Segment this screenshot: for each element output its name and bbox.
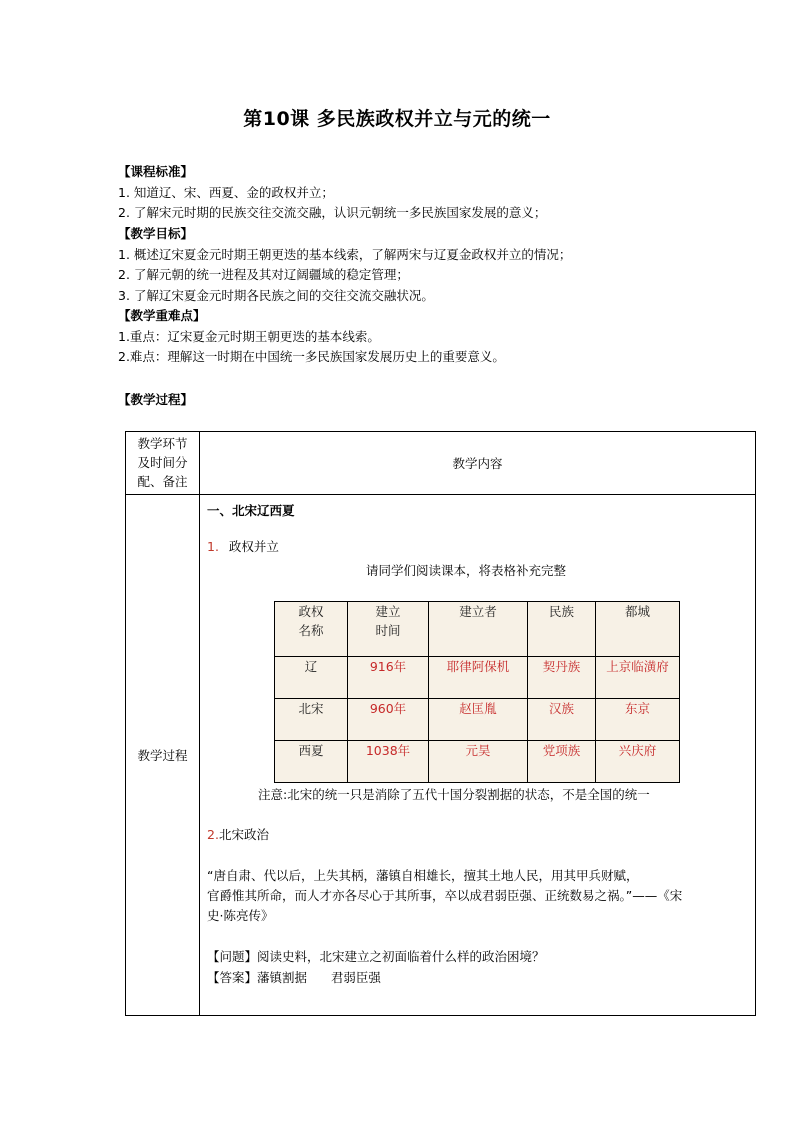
regime-row bbox=[275, 657, 680, 699]
regime-year-cell: 960年 bbox=[348, 699, 429, 741]
subsection-heading bbox=[207, 537, 279, 555]
subsection-title: 政权并立 bbox=[228, 539, 279, 554]
answer-text: 【答案】藩镇割据 君弱臣强 bbox=[207, 970, 381, 985]
key-point-item: 2.难点：理解这一时期在中国统一多民族国家发展历史上的重要意义。 bbox=[118, 349, 505, 364]
header-line: 建立 bbox=[375, 604, 401, 619]
page-title: 第10课 多民族政权并立与元的统一 bbox=[243, 108, 551, 130]
stage-header-line: 及时间分 bbox=[137, 455, 188, 470]
regime-capital-cell: 东京 bbox=[596, 699, 680, 741]
regime-name-cell: 辽 bbox=[275, 657, 348, 699]
regime-ethnic-cell: 党项族 bbox=[528, 741, 596, 783]
regime-name-cell: 西夏 bbox=[275, 741, 348, 783]
regime-header-cell: 民族 bbox=[528, 602, 596, 657]
key-points-section bbox=[118, 306, 505, 368]
regime-header-cell bbox=[275, 602, 348, 657]
regime-name-cell: 北宋 bbox=[275, 699, 348, 741]
question-text: 【问题】阅读史料，北宋建立之初面临着什么样的政治困境？ bbox=[207, 949, 545, 964]
instruction-text: 请同学们阅读课本，将表格补充完整 bbox=[366, 563, 567, 578]
key-point-item: 1.重点：辽宋夏金元时期王朝更迭的基本线索。 bbox=[118, 328, 380, 344]
standard-item: 2. 了解宋元时期的民族交往交流交融，认识元朝统一多民族国家发展的意义； bbox=[118, 205, 547, 220]
quote-line: “唐自肃、代以后，上失其柄，藩镇自相雄长，擅其土地人民，用其甲兵财赋， bbox=[207, 868, 639, 883]
subsection-number: 1. bbox=[207, 539, 219, 554]
regime-year-cell: 916年 bbox=[348, 657, 429, 699]
quote-line: 史·陈亮传》 bbox=[207, 908, 274, 923]
regime-header-cell bbox=[348, 602, 429, 657]
regime-header-cell: 都城 bbox=[596, 602, 680, 657]
regime-founder-cell: 耶律阿保机 bbox=[429, 657, 528, 699]
regime-ethnic-cell: 汉族 bbox=[528, 699, 596, 741]
course-standards-heading: 【课程标准】 bbox=[118, 164, 194, 179]
regime-founder-cell: 元昊 bbox=[429, 741, 528, 783]
section-title: 一、北宋辽西夏 bbox=[207, 503, 295, 518]
regime-ethnic-cell: 契丹族 bbox=[528, 657, 596, 699]
header-line: 名称 bbox=[298, 623, 324, 638]
subsection-title: 北宋政治 bbox=[218, 827, 269, 842]
regime-header-row bbox=[275, 602, 680, 657]
content-cell bbox=[200, 495, 756, 1016]
teaching-goals-heading: 【教学目标】 bbox=[118, 226, 194, 241]
subsection-number: 2. bbox=[207, 827, 219, 842]
goal-item: 3. 了解辽宋夏金元时期各民族之间的交往交流交融状况。 bbox=[118, 287, 434, 303]
lesson-table bbox=[125, 431, 756, 1016]
regime-capital-cell: 兴庆府 bbox=[596, 741, 680, 783]
stage-header-line: 教学环节 bbox=[137, 436, 188, 451]
regime-header-cell: 建立者 bbox=[429, 602, 528, 657]
quote-line: 官爵惟其所命，而人才亦各尽心于其所事，卒以成君弱臣强、正统数易之祸。”——《宋 bbox=[207, 888, 683, 903]
header-line: 政权 bbox=[298, 604, 324, 619]
standard-item: 1. 知道辽、宋、西夏、金的政权并立； bbox=[118, 184, 334, 200]
subsection-heading bbox=[207, 825, 269, 843]
header-line: 时间 bbox=[375, 623, 401, 638]
regime-table bbox=[274, 601, 680, 783]
stage-label-cell: 教学过程 bbox=[126, 495, 200, 1016]
key-points-heading: 【教学重难点】 bbox=[118, 308, 206, 323]
regime-capital-cell: 上京临潢府 bbox=[596, 657, 680, 699]
goal-item: 1. 概述辽宋夏金元时期王朝更迭的基本线索，了解两宋与辽夏金政权并立的情况； bbox=[118, 246, 572, 262]
regime-year-cell: 1038年 bbox=[348, 741, 429, 783]
teaching-process-heading: 【教学过程】 bbox=[118, 392, 194, 407]
stage-header-line: 配、备注 bbox=[137, 474, 188, 489]
regime-row bbox=[275, 699, 680, 741]
note-text: 注意:北宋的统一只是消除了五代十国分裂割据的状态，不是全国的统一 bbox=[258, 787, 650, 802]
stage-header-cell bbox=[126, 432, 200, 495]
content-header-cell: 教学内容 bbox=[200, 432, 756, 495]
regime-row bbox=[275, 741, 680, 783]
course-standards-section bbox=[118, 162, 546, 224]
goal-item: 2. 了解元朝的统一进程及其对辽阔疆域的稳定管理； bbox=[118, 267, 409, 282]
regime-founder-cell: 赵匡胤 bbox=[429, 699, 528, 741]
teaching-goals-section bbox=[118, 224, 571, 306]
